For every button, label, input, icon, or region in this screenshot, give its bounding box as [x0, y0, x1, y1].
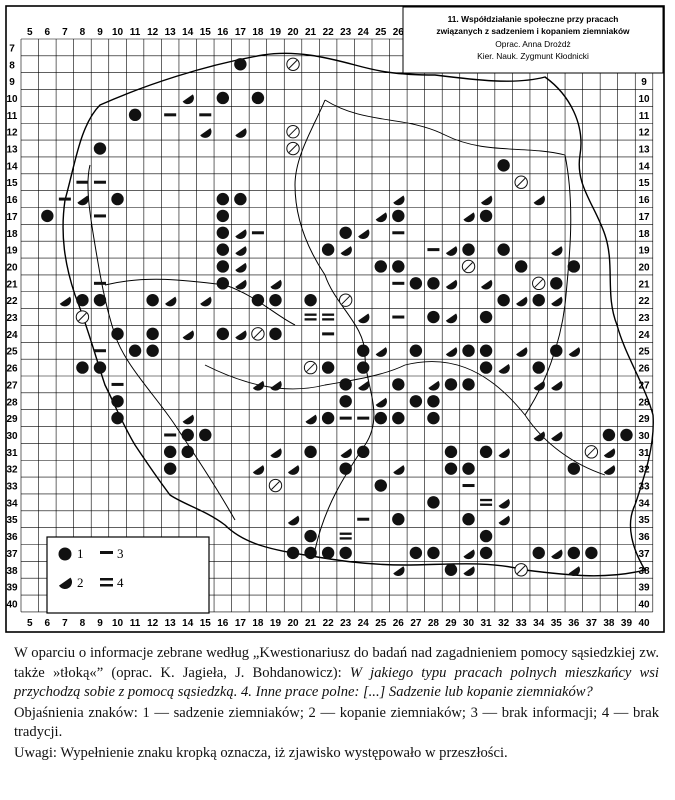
column-label-bottom: 10 — [111, 617, 124, 629]
symbol-planting-full-circle — [217, 243, 229, 255]
row-label-right: 11 — [638, 110, 650, 122]
row-label-left: 24 — [6, 329, 18, 341]
symbol-planting-full-circle — [392, 260, 404, 272]
symbol-planting-full-circle — [252, 92, 264, 104]
symbol-planting-full-circle — [269, 328, 281, 340]
caption-paragraph-2: Objaśnienia znaków: 1 — sadzenie ziemniaków; 2 — kopanie ziemniaków; 3 — brak informacji; 4 — brak tradycji. — [14, 704, 659, 740]
row-label-right: 9 — [641, 77, 647, 89]
symbol-planting-full-circle — [217, 227, 229, 239]
symbol-planting-full-circle — [287, 547, 299, 559]
column-label-bottom: 22 — [322, 617, 334, 629]
title-author: Oprac. Anna Drożdż — [495, 39, 571, 49]
column-label-bottom: 39 — [620, 617, 633, 629]
row-label-right: 36 — [638, 532, 650, 544]
symbol-planting-full-circle — [550, 345, 562, 357]
column-label-bottom: 38 — [603, 617, 615, 629]
column-label-bottom: 34 — [533, 617, 545, 629]
row-label-left: 39 — [6, 582, 18, 594]
column-label-bottom: 21 — [305, 617, 317, 629]
row-label-right: 30 — [638, 430, 650, 442]
row-label-right: 14 — [638, 161, 650, 173]
column-label-bottom: 16 — [217, 617, 229, 629]
column-label-bottom: 36 — [568, 617, 580, 629]
column-label-top: 22 — [322, 27, 334, 38]
row-label-left: 29 — [6, 414, 18, 426]
symbol-planting-full-circle — [339, 227, 351, 239]
symbol-no-information-dash — [94, 214, 106, 217]
row-label-right: 37 — [638, 548, 650, 560]
symbol-planting-full-circle — [234, 193, 246, 205]
column-label-top: 20 — [287, 27, 299, 38]
row-label-left: 18 — [6, 228, 18, 240]
symbol-planting-full-circle — [146, 345, 158, 357]
row-label-right: 16 — [638, 195, 650, 207]
symbol-crossed-circle — [585, 446, 597, 458]
column-label-bottom: 9 — [97, 617, 103, 629]
symbol-planting-full-circle — [392, 513, 404, 525]
column-label-top: 13 — [164, 27, 176, 38]
symbol-crossed-circle — [533, 277, 545, 289]
symbol-planting-full-circle — [533, 361, 545, 373]
row-label-left: 12 — [6, 127, 18, 139]
symbol-crossed-circle — [287, 125, 299, 137]
grid-map — [5, 5, 665, 633]
row-label-right: 26 — [638, 363, 650, 375]
symbol-no-information-dash — [112, 383, 124, 386]
symbol-planting-full-circle — [304, 547, 316, 559]
symbol-planting-full-circle — [94, 294, 106, 306]
symbol-planting-full-circle — [164, 446, 176, 458]
row-label-left: 23 — [6, 313, 18, 325]
row-label-right: 15 — [638, 178, 650, 190]
symbol-planting-full-circle — [111, 328, 123, 340]
symbol-planting-full-circle — [568, 547, 580, 559]
symbol-planting-full-circle — [462, 462, 474, 474]
row-label-left: 31 — [6, 447, 18, 459]
symbol-planting-full-circle — [427, 311, 439, 323]
column-label-bottom: 15 — [199, 617, 211, 629]
symbol-planting-full-circle — [322, 547, 334, 559]
symbol-planting-full-circle — [550, 277, 562, 289]
legend-dash-icon — [100, 551, 113, 554]
row-label-right: 23 — [638, 313, 650, 325]
symbol-planting-full-circle — [392, 412, 404, 424]
symbol-planting-full-circle — [357, 345, 369, 357]
row-label-left: 27 — [6, 380, 18, 392]
symbol-planting-full-circle — [497, 294, 509, 306]
symbol-planting-full-circle — [445, 446, 457, 458]
symbol-crossed-circle — [252, 328, 264, 340]
legend-box — [47, 537, 209, 613]
symbol-planting-full-circle — [427, 412, 439, 424]
caption-paragraph-1 — [14, 644, 659, 703]
symbol-planting-full-circle — [129, 345, 141, 357]
symbol-no-information-dash — [340, 417, 352, 420]
symbol-planting-full-circle — [462, 378, 474, 390]
symbol-crossed-circle — [515, 176, 527, 188]
row-label-right: 20 — [638, 262, 650, 274]
symbol-planting-full-circle — [620, 429, 632, 441]
row-label-left: 22 — [6, 296, 18, 308]
column-label-top: 15 — [199, 27, 211, 38]
symbol-planting-full-circle — [480, 345, 492, 357]
symbol-planting-full-circle — [339, 395, 351, 407]
symbol-no-information-dash — [357, 417, 369, 420]
symbol-planting-full-circle — [445, 564, 457, 576]
symbol-planting-full-circle — [480, 210, 492, 222]
row-label-left: 38 — [6, 565, 18, 577]
symbol-planting-full-circle — [427, 496, 439, 508]
column-label-bottom: 13 — [164, 617, 176, 629]
row-label-right: 12 — [638, 127, 650, 139]
symbol-planting-full-circle — [41, 210, 53, 222]
legend-double-dash-icon-bottom — [100, 584, 113, 587]
symbol-planting-full-circle — [217, 277, 229, 289]
column-label-top: 25 — [375, 27, 387, 38]
symbol-planting-full-circle — [480, 547, 492, 559]
symbol-planting-full-circle — [339, 462, 351, 474]
double-dash-bottom — [480, 504, 492, 506]
row-label-right: 38 — [638, 565, 650, 577]
symbol-planting-full-circle — [199, 429, 211, 441]
column-label-bottom: 37 — [585, 617, 597, 629]
legend — [47, 537, 209, 613]
symbol-no-information-dash — [322, 332, 334, 335]
symbol-crossed-circle — [76, 311, 88, 323]
symbol-planting-full-circle — [375, 412, 387, 424]
title-line2: związanych z sadzeniem i kopaniem ziemniaków — [436, 26, 630, 36]
title-line1: 11. Współdziałanie społeczne przy pracach — [447, 14, 619, 24]
row-label-left: 33 — [6, 481, 18, 493]
column-label-top: 6 — [44, 27, 51, 38]
row-label-left: 16 — [6, 195, 18, 207]
symbol-planting-full-circle — [269, 294, 281, 306]
symbol-crossed-circle — [462, 260, 474, 272]
symbol-planting-full-circle — [497, 159, 509, 171]
symbol-planting-full-circle — [480, 446, 492, 458]
column-label-top: 9 — [97, 27, 103, 38]
column-label-top: 19 — [269, 27, 282, 38]
column-label-top: 8 — [79, 27, 86, 38]
symbol-planting-full-circle — [94, 142, 106, 154]
row-label-right: 31 — [638, 447, 650, 459]
symbol-planting-full-circle — [217, 328, 229, 340]
symbol-planting-full-circle — [164, 462, 176, 474]
row-label-right: 34 — [638, 498, 650, 510]
column-label-bottom: 19 — [269, 617, 282, 629]
row-label-right: 39 — [638, 582, 650, 594]
row-label-left: 17 — [6, 211, 18, 223]
symbol-planting-full-circle — [111, 193, 123, 205]
row-label-left: 9 — [9, 77, 15, 89]
row-label-right: 10 — [638, 93, 650, 105]
column-label-bottom: 23 — [340, 617, 352, 629]
row-label-right: 29 — [638, 414, 650, 426]
symbol-planting-full-circle — [427, 547, 439, 559]
symbol-no-information-dash — [94, 349, 106, 352]
symbol-crossed-circle — [287, 58, 299, 70]
symbol-no-information-dash — [59, 198, 71, 201]
symbol-no-information-dash — [164, 433, 176, 436]
symbol-planting-full-circle — [445, 462, 457, 474]
column-label-bottom: 29 — [445, 617, 457, 629]
row-label-left: 19 — [6, 245, 18, 257]
symbol-planting-full-circle — [76, 294, 88, 306]
double-dash-top — [305, 314, 317, 316]
symbol-planting-full-circle — [322, 361, 334, 373]
row-label-left: 25 — [6, 346, 18, 358]
column-label-bottom: 28 — [427, 617, 439, 629]
row-label-right: 33 — [638, 481, 650, 493]
double-dash-top — [340, 533, 352, 535]
symbol-planting-full-circle — [339, 378, 351, 390]
symbol-planting-full-circle — [462, 345, 474, 357]
symbol-planting-full-circle — [427, 277, 439, 289]
row-label-right: 13 — [638, 144, 650, 156]
symbol-planting-full-circle — [533, 294, 545, 306]
column-label-top: 21 — [305, 27, 317, 38]
row-label-right: 27 — [638, 380, 650, 392]
double-dash-bottom — [322, 318, 334, 320]
symbol-no-information-dash — [94, 282, 106, 285]
row-label-right: 24 — [638, 329, 650, 341]
row-label-left: 36 — [6, 532, 18, 544]
symbol-planting-full-circle — [94, 361, 106, 373]
column-label-bottom: 12 — [147, 617, 159, 629]
legend-full-circle-icon — [59, 548, 72, 561]
column-label-bottom: 20 — [287, 617, 299, 629]
column-label-bottom: 24 — [357, 617, 369, 629]
symbol-planting-full-circle — [603, 429, 615, 441]
column-label-top: 5 — [26, 27, 33, 38]
title-supervisor: Kier. Nauk. Zygmunt Kłodnicki — [477, 51, 589, 61]
symbol-no-information-dash — [252, 231, 264, 234]
column-label-bottom: 30 — [462, 617, 475, 629]
symbol-planting-full-circle — [533, 547, 545, 559]
row-label-right: 32 — [638, 464, 650, 476]
row-label-right: 21 — [638, 279, 650, 291]
legend-label-1: 1 — [77, 546, 84, 561]
symbol-planting-full-circle — [182, 446, 194, 458]
symbol-no-information-dash — [463, 484, 475, 487]
symbol-planting-full-circle — [129, 109, 141, 121]
column-label-bottom: 5 — [26, 617, 33, 629]
column-label-bottom: 31 — [480, 617, 492, 629]
column-label-bottom: 18 — [252, 617, 264, 629]
column-label-bottom: 7 — [62, 617, 68, 629]
symbol-planting-full-circle — [357, 361, 369, 373]
symbol-planting-full-circle — [497, 243, 509, 255]
symbol-planting-full-circle — [322, 243, 334, 255]
row-label-left: 21 — [6, 279, 18, 291]
caption-paragraph-3: Uwagi: Wypełnienie znaku kropką oznacza, iż zjawisko występowało w przeszłości. — [14, 744, 508, 761]
column-label-top: 24 — [357, 27, 369, 38]
row-label-right: 22 — [638, 296, 650, 308]
column-label-top: 18 — [252, 27, 264, 38]
double-dash-top — [480, 499, 492, 501]
symbol-planting-full-circle — [410, 345, 422, 357]
symbol-planting-full-circle — [357, 446, 369, 458]
row-label-left: 34 — [6, 498, 18, 510]
legend-label-4: 4 — [117, 575, 124, 590]
column-label-bottom: 25 — [375, 617, 387, 629]
row-label-left: 13 — [6, 144, 18, 156]
symbol-planting-full-circle — [375, 479, 387, 491]
column-label-bottom: 33 — [515, 617, 527, 629]
column-label-top: 12 — [147, 27, 159, 38]
symbol-planting-full-circle — [392, 378, 404, 390]
column-label-top: 23 — [340, 27, 352, 38]
map-figure — [5, 5, 665, 633]
row-label-left: 11 — [6, 110, 18, 122]
row-label-left: 30 — [6, 430, 18, 442]
column-label-top: 14 — [182, 27, 194, 38]
column-label-bottom: 8 — [79, 617, 86, 629]
symbol-planting-full-circle — [480, 530, 492, 542]
symbol-no-information-dash — [392, 316, 404, 319]
symbol-no-information-dash — [392, 231, 404, 234]
symbol-planting-full-circle — [111, 412, 123, 424]
symbol-crossed-circle — [515, 564, 527, 576]
symbol-planting-full-circle — [304, 446, 316, 458]
caption-source: W oparciu o informacje zebrane według „Kwestionariusz do badań nad zagadnieniem pomocy sąsiedzkiej zw. także »tłoką«” (oprac. K. Jagieła, J. Bohdanowicz): — [14, 645, 659, 681]
double-dash-bottom — [305, 318, 317, 320]
symbol-planting-full-circle — [322, 412, 334, 424]
symbol-crossed-circle — [287, 142, 299, 154]
row-label-left: 37 — [6, 548, 18, 560]
symbol-crossed-circle — [339, 294, 351, 306]
symbol-no-information-dash — [392, 282, 404, 285]
symbol-planting-full-circle — [217, 210, 229, 222]
symbol-planting-full-circle — [392, 210, 404, 222]
symbol-planting-full-circle — [462, 513, 474, 525]
row-label-right: 28 — [638, 397, 650, 409]
caption — [14, 644, 659, 764]
symbol-planting-full-circle — [217, 260, 229, 272]
column-label-bottom: 6 — [44, 617, 51, 629]
symbol-planting-full-circle — [515, 260, 527, 272]
symbol-planting-full-circle — [252, 294, 264, 306]
symbol-planting-full-circle — [111, 395, 123, 407]
column-label-bottom: 27 — [410, 617, 422, 629]
row-label-left: 14 — [6, 161, 18, 173]
row-label-left: 28 — [6, 397, 18, 409]
row-label-right: 18 — [638, 228, 650, 240]
symbol-planting-full-circle — [410, 277, 422, 289]
column-label-bottom: 11 — [129, 617, 141, 629]
symbol-no-information-dash — [164, 113, 176, 116]
symbol-planting-full-circle — [480, 361, 492, 373]
symbol-planting-full-circle — [304, 294, 316, 306]
symbol-planting-full-circle — [182, 429, 194, 441]
row-label-left: 15 — [6, 178, 18, 190]
symbol-planting-full-circle — [410, 547, 422, 559]
symbol-planting-full-circle — [217, 193, 229, 205]
caption-question: W jakiego typu pracach polnych mieszkańcy wsi przychodzą sobie z pomocą sąsiedzką. 4. Inne prace polne: [...] Sadzenie lub kopanie ziemniaków? — [14, 664, 659, 700]
symbol-planting-full-circle — [568, 260, 580, 272]
symbol-planting-full-circle — [234, 58, 246, 70]
symbol-no-information-dash — [427, 248, 439, 251]
symbol-planting-full-circle — [146, 294, 158, 306]
column-label-bottom: 26 — [392, 617, 404, 629]
column-label-bottom: 35 — [550, 617, 562, 629]
column-label-top: 7 — [62, 27, 68, 38]
symbol-planting-full-circle — [480, 311, 492, 323]
row-label-left: 26 — [6, 363, 18, 375]
symbol-planting-full-circle — [427, 395, 439, 407]
column-label-top: 26 — [392, 27, 404, 38]
symbol-planting-full-circle — [445, 378, 457, 390]
row-label-left: 32 — [6, 464, 18, 476]
column-label-top: 11 — [129, 27, 141, 38]
column-label-top: 17 — [234, 27, 246, 38]
row-label-left: 10 — [6, 93, 18, 105]
row-label-right: 35 — [638, 515, 650, 527]
symbol-planting-full-circle — [146, 328, 158, 340]
column-label-bottom: 14 — [182, 617, 194, 629]
symbol-no-information-dash — [357, 518, 369, 521]
symbol-planting-full-circle — [217, 92, 229, 104]
column-label-bottom: 17 — [234, 617, 246, 629]
symbol-no-information-dash — [94, 181, 106, 184]
row-label-right: 19 — [638, 245, 650, 257]
legend-label-2: 2 — [77, 575, 84, 590]
symbol-planting-full-circle — [568, 462, 580, 474]
legend-double-dash-icon-top — [100, 578, 113, 581]
row-label-left: 8 — [9, 60, 15, 72]
row-label-right: 40 — [638, 599, 650, 611]
symbol-no-information-dash — [76, 181, 88, 184]
symbol-no-information-dash — [199, 113, 211, 116]
symbol-crossed-circle — [304, 361, 316, 373]
symbol-planting-full-circle — [585, 547, 597, 559]
legend-label-3: 3 — [117, 546, 124, 561]
row-label-left: 7 — [9, 43, 15, 55]
row-label-right: 17 — [638, 211, 650, 223]
column-label-bottom: 40 — [638, 617, 650, 629]
double-dash-bottom — [340, 537, 352, 539]
symbol-planting-full-circle — [76, 361, 88, 373]
column-label-bottom: 32 — [498, 617, 510, 629]
symbol-planting-full-circle — [462, 243, 474, 255]
column-label-top: 10 — [111, 27, 124, 38]
row-label-left: 35 — [6, 515, 18, 527]
symbol-planting-full-circle — [339, 547, 351, 559]
symbol-planting-full-circle — [410, 395, 422, 407]
row-label-left: 40 — [6, 599, 18, 611]
symbol-planting-full-circle — [375, 260, 387, 272]
row-label-right: 25 — [638, 346, 650, 358]
column-label-top: 16 — [217, 27, 229, 38]
double-dash-top — [322, 314, 334, 316]
row-label-left: 20 — [6, 262, 18, 274]
symbol-crossed-circle — [269, 479, 281, 491]
symbol-planting-full-circle — [304, 530, 316, 542]
